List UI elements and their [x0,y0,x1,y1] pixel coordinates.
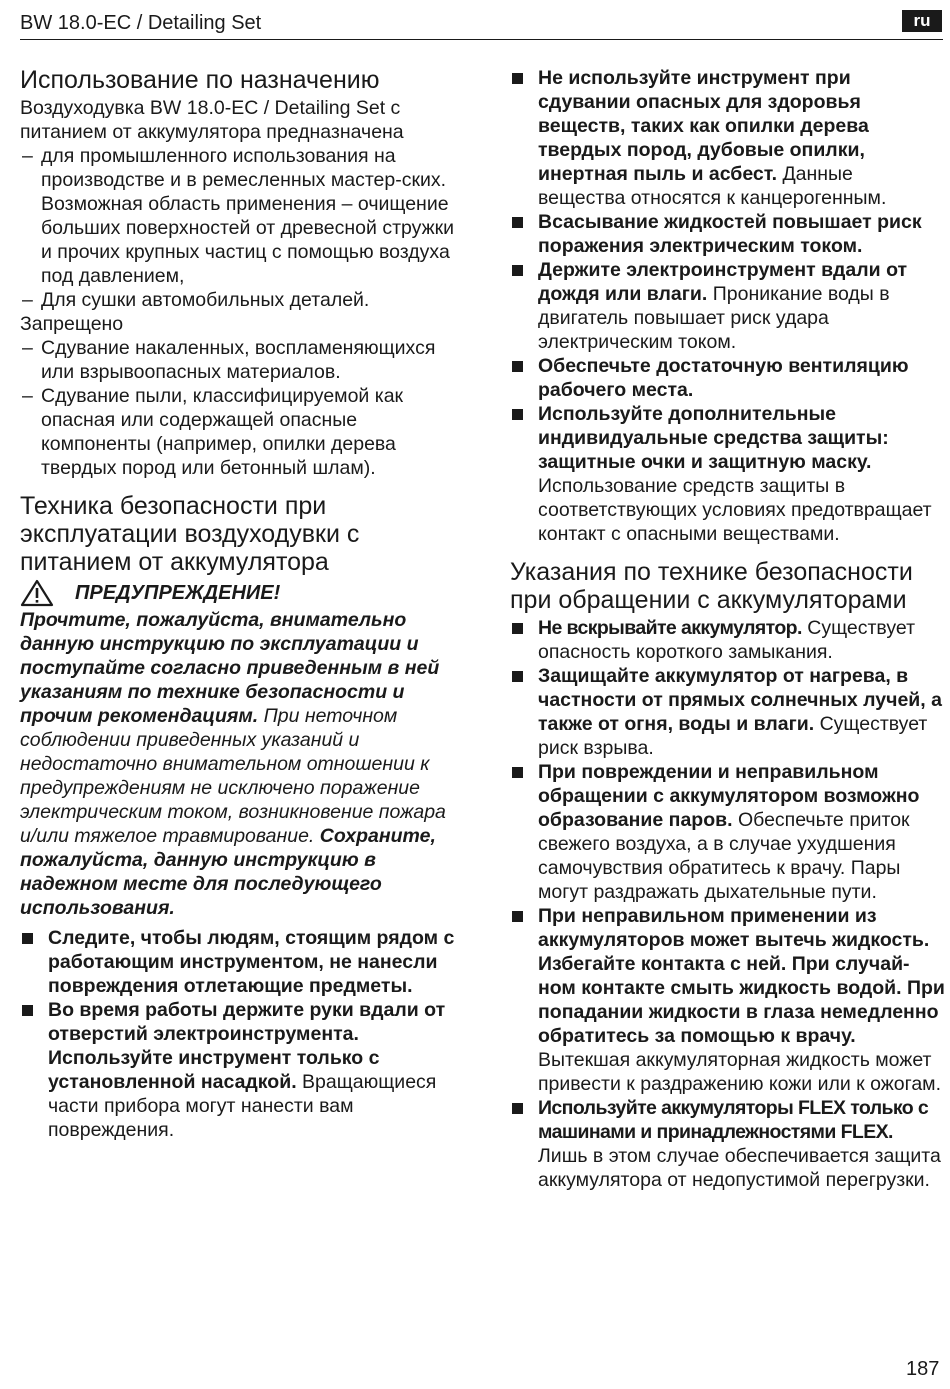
square-bullet-icon [512,911,523,922]
list-item [510,1096,945,1192]
item-bold-text: Обеспечьте достаточную вентиляцию рабочего места. [538,355,909,401]
intended-use-intro: Воздуходувка BW 18.0-EC / Detailing Set с питанием от аккумулятора предназначена [20,97,404,143]
list-item [510,210,945,258]
square-bullet-icon [512,217,523,228]
square-bullet-icon [22,1005,33,1016]
list-item [510,258,945,354]
warning-body [20,608,460,920]
warning-header [20,578,460,608]
safety-list-left [20,926,460,1142]
list-item [510,904,945,1096]
item-text: Использование средств защиты в соответствующих условиях предотвращает контакт с опасными веществами. [538,475,932,545]
item-bold-text: Защищайте аккумулятор от нагрева, в частности от прямых солнечных лучей, а также от огня, воды и влаги. [538,665,942,735]
warning-keep-text: Сохраните, пожалуйста, данную инструкцию в надежном месте для последующего использования. [20,825,436,919]
square-bullet-icon [22,933,33,944]
dash-bullet: – [22,337,33,359]
item-text: Существует опасность короткого замыкания. [538,617,916,663]
list-item [20,336,460,384]
warning-bold-text: Прочтите, пожалуйста, внимательно данную инструкцию по эксплуатации и поступайте согласно приведенным в ней указаниям по технике безопасности и прочим рекомендациям. [20,609,440,727]
list-item [510,402,945,546]
square-bullet-icon [512,767,523,778]
square-bullet-icon [512,671,523,682]
warning-triangle-icon [20,579,54,607]
list-item [20,144,460,288]
list-item [510,66,945,210]
dash-bullet: – [22,145,33,167]
square-bullet-icon [512,265,523,276]
item-bold-text: При неправильном применении из аккумуляторов может вытечь жидкость. Избегайте контакта с ней. При случай-ном контакте смыть жидкость водой. При попадании жидкости в глаза немедленно обратитесь за помощью к врачу. [538,905,945,1047]
item-bold-text: Во время работы держите руки вдали от отверстий электроинструмента. Используйте инструмент только с установленной насадкой. [48,999,446,1093]
forbidden-label: Запрещено [20,313,124,335]
warning-italic-text: При неточном соблюдении приведенных указаний и недостаточно внимательном отношении к предупреждениям не исключено поражение электрическим током, возникновение пожара и/или тяжелое травмирование. [20,705,446,847]
list-item-text: Сдувание пыли, классифицируемой как опасная или содержащей опасные компоненты (например, опилки дерева твердых пород или бетонный шлам). [41,385,404,479]
item-bold-text: Следите, чтобы людям, стоящим рядом с работающим инструментом, не нанесли повреждения отлетающие предметы. [48,927,455,997]
square-bullet-icon [512,409,523,420]
safety-heading: Техника безопасности при эксплуатации воздуходувки с питанием от аккумулятора [20,492,360,576]
list-item [20,288,460,312]
safety-list-right [510,66,945,546]
item-bold-text: При повреждении и неправильном обращении с аккумулятором возможно образование паров. [538,761,920,831]
battery-list [510,616,945,1192]
list-item [510,664,945,760]
language-badge: ru [902,10,942,32]
dash-bullet: – [22,385,33,407]
left-column [20,66,460,1142]
dash-bullet: – [22,289,33,311]
item-bold-text: Держите электроинструмент вдали от дождя или влаги. [538,259,908,305]
forbidden-list [20,336,460,480]
list-item [510,616,945,664]
item-bold-text: Всасывание жидкостей повышает риск поражения электрическим током. [538,211,922,257]
square-bullet-icon [512,361,523,372]
item-text: Обеспечьте приток свежего воздуха, а в случае ухудшения самочувствия обратитесь к врачу. Пары могут раздражать дыхательные пути. [538,809,910,903]
item-text: Проникание воды в двигатель повышает риск удара электрическим током. [538,283,890,353]
header-divider [20,39,943,40]
intended-use-list [20,144,460,312]
square-bullet-icon [512,73,523,84]
page-number: 187 [906,1358,940,1380]
item-bold-text: Используйте дополнительные индивидуальные средства защиты: защитные очки и защитную маску. [538,403,889,473]
list-item-text: Сдувание накаленных, воспламеняющихся или взрывоопасных материалов. [41,337,436,383]
square-bullet-icon [512,1103,523,1114]
list-item [510,354,945,402]
list-item [20,384,460,480]
list-item [20,926,460,998]
item-text: Лишь в этом случае обеспечивается защита аккумулятора от недопустимой перегрузки. [538,1145,941,1191]
list-item [20,998,460,1142]
item-text: Данные вещества относятся к канцерогенным. [538,163,887,209]
header-title: BW 18.0-EC / Detailing Set [20,12,262,34]
item-bold-text: Не используйте инструмент при сдувании опасных для здоровья веществ, таких как опилки дерева твердых пород, дубовые опилки, инертная пыль и асбест. [538,67,869,185]
list-item [510,760,945,904]
item-text: Существует риск взрыва. [538,713,928,759]
item-bold-text: Не вскрывайте аккумулятор. [538,617,802,639]
square-bullet-icon [512,623,523,634]
list-item-text: Для сушки автомобильных деталей. [41,289,370,311]
warning-label: ПРЕДУПРЕЖДЕНИЕ! [75,582,281,604]
item-text: Вращающиеся части прибора могут нанести вам повреждения. [48,1071,437,1141]
list-item-text: для промышленного использования на производстве и в ремесленных мастер-ских. Возможная область применения – очищение больших поверхностей от древесной стружки и прочих крупных частиц с помощью воздуха под давлением, [41,145,455,287]
intended-use-heading: Использование по назначению [20,66,380,94]
item-text: Вытекшая аккумуляторная жидкость может привести к раздражению кожи или к ожогам. [538,1049,941,1095]
battery-heading: Указания по технике безопасности при обращении с аккумуляторами [510,558,913,614]
right-column [510,66,945,1192]
item-bold-text: Используйте аккумуляторы FLEX только с машинами и принадлежностями FLEX. [538,1097,929,1143]
